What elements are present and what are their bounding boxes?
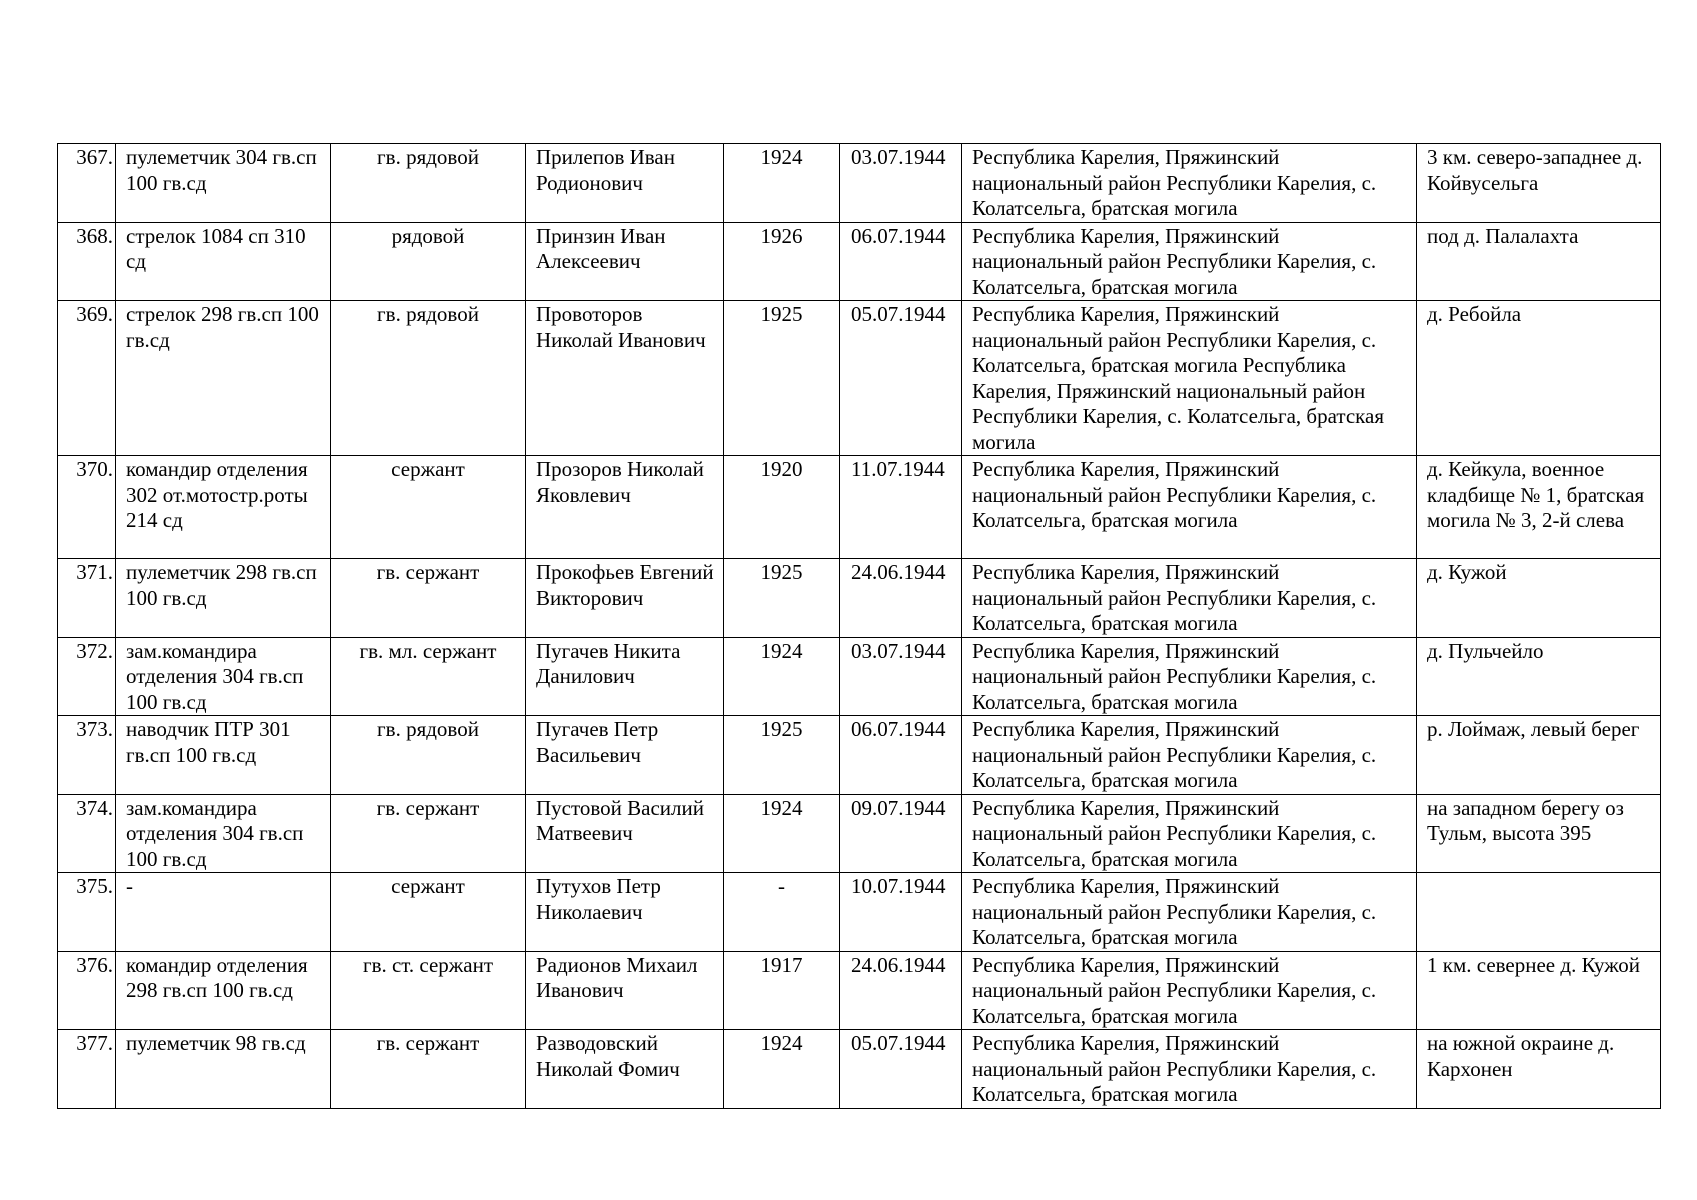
birth-year-cell: 1924	[724, 1030, 840, 1109]
position-cell: наводчик ПТР 301 гв.сп 100 гв.сд	[116, 716, 331, 795]
death-date-cell: 03.07.1944	[840, 144, 962, 223]
burial-place-cell: Республика Карелия, Пряжинский национальный район Республики Карелия, с. Колатсельга, братская могила	[962, 456, 1417, 559]
table-row	[58, 873, 1661, 952]
burial-place-cell: Республика Карелия, Пряжинский национальный район Республики Карелия, с. Колатсельга, братская могила	[962, 716, 1417, 795]
death-date-cell: 05.07.1944	[840, 301, 962, 456]
burial-place-cell: Республика Карелия, Пряжинский национальный район Республики Карелия, с. Колатсельга, братская могила Республика Карелия, Пряжинский национальный район Республики Карелия, с. Колатсельга, братская могила	[962, 301, 1417, 456]
position-cell: зам.командира отделения 304 гв.сп 100 гв.сд	[116, 637, 331, 716]
burial-place-cell: Республика Карелия, Пряжинский национальный район Республики Карелия, с. Колатсельга, братская могила	[962, 222, 1417, 301]
burial-place-cell: Республика Карелия, Пряжинский национальный район Республики Карелия, с. Колатсельга, братская могила	[962, 794, 1417, 873]
full-name-cell: Прилепов Иван Родионович	[526, 144, 724, 223]
table-row	[58, 716, 1661, 795]
burial-place-cell: Республика Карелия, Пряжинский национальный район Республики Карелия, с. Колатсельга, братская могила	[962, 559, 1417, 638]
birth-year-cell: 1925	[724, 559, 840, 638]
birth-year-cell: 1917	[724, 951, 840, 1030]
table-row	[58, 456, 1661, 559]
record-number-cell: 370.	[58, 456, 116, 559]
burial-place-cell: Республика Карелия, Пряжинский национальный район Республики Карелия, с. Колатсельга, братская могила	[962, 144, 1417, 223]
full-name-cell: Пугачев Никита Данилович	[526, 637, 724, 716]
position-cell: стрелок 1084 сп 310 сд	[116, 222, 331, 301]
record-number-cell: 368.	[58, 222, 116, 301]
place-of-death-cell: под д. Палалахта	[1417, 222, 1661, 301]
birth-year-cell: 1926	[724, 222, 840, 301]
birth-year-cell: 1925	[724, 301, 840, 456]
place-of-death-cell: д. Ребойла	[1417, 301, 1661, 456]
birth-year-cell: 1924	[724, 794, 840, 873]
record-number-cell: 375.	[58, 873, 116, 952]
rank-cell: гв. рядовой	[331, 716, 526, 795]
position-cell: зам.командира отделения 304 гв.сп 100 гв.сд	[116, 794, 331, 873]
rank-cell: рядовой	[331, 222, 526, 301]
position-cell: командир отделения 298 гв.сп 100 гв.сд	[116, 951, 331, 1030]
position-cell: -	[116, 873, 331, 952]
position-cell: пулеметчик 98 гв.сд	[116, 1030, 331, 1109]
record-number-cell: 373.	[58, 716, 116, 795]
full-name-cell: Прокофьев Евгений Викторович	[526, 559, 724, 638]
position-cell: командир отделения 302 от.мотостр.роты 214 сд	[116, 456, 331, 559]
death-date-cell: 03.07.1944	[840, 637, 962, 716]
rank-cell: гв. сержант	[331, 559, 526, 638]
burial-place-cell: Республика Карелия, Пряжинский национальный район Республики Карелия, с. Колатсельга, братская могила	[962, 1030, 1417, 1109]
burial-place-cell: Республика Карелия, Пряжинский национальный район Республики Карелия, с. Колатсельга, братская могила	[962, 873, 1417, 952]
document-page	[57, 143, 1660, 1109]
birth-year-cell: 1920	[724, 456, 840, 559]
place-of-death-cell: д. Пульчейло	[1417, 637, 1661, 716]
place-of-death-cell: д. Кужой	[1417, 559, 1661, 638]
rank-cell: гв. ст. сержант	[331, 951, 526, 1030]
rank-cell: сержант	[331, 456, 526, 559]
record-number-cell: 369.	[58, 301, 116, 456]
place-of-death-cell: 3 км. северо-западнее д. Койвусельга	[1417, 144, 1661, 223]
rank-cell: гв. сержант	[331, 794, 526, 873]
record-number-cell: 372.	[58, 637, 116, 716]
death-date-cell: 06.07.1944	[840, 716, 962, 795]
record-number-cell: 377.	[58, 1030, 116, 1109]
table-row	[58, 637, 1661, 716]
rank-cell: сержант	[331, 873, 526, 952]
table-row	[58, 301, 1661, 456]
birth-year-cell: 1925	[724, 716, 840, 795]
full-name-cell: Разводовский Николай Фомич	[526, 1030, 724, 1109]
place-of-death-cell	[1417, 873, 1661, 952]
table-row	[58, 1030, 1661, 1109]
death-date-cell: 06.07.1944	[840, 222, 962, 301]
full-name-cell: Пугачев Петр Васильевич	[526, 716, 724, 795]
table-row	[58, 144, 1661, 223]
place-of-death-cell: на западном берегу оз Тульм, высота 395	[1417, 794, 1661, 873]
full-name-cell: Радионов Михаил Иванович	[526, 951, 724, 1030]
death-date-cell: 24.06.1944	[840, 559, 962, 638]
death-date-cell: 09.07.1944	[840, 794, 962, 873]
position-cell: пулеметчик 298 гв.сп 100 гв.сд	[116, 559, 331, 638]
full-name-cell: Путухов Петр Николаевич	[526, 873, 724, 952]
record-number-cell: 374.	[58, 794, 116, 873]
table-row	[58, 559, 1661, 638]
place-of-death-cell: на южной окраине д. Кархонен	[1417, 1030, 1661, 1109]
place-of-death-cell: 1 км. севернее д. Кужой	[1417, 951, 1661, 1030]
burial-place-cell: Республика Карелия, Пряжинский национальный район Республики Карелия, с. Колатсельга, братская могила	[962, 637, 1417, 716]
birth-year-cell: 1924	[724, 144, 840, 223]
full-name-cell: Провоторов Николай Иванович	[526, 301, 724, 456]
table-row	[58, 951, 1661, 1030]
full-name-cell: Пустовой Василий Матвеевич	[526, 794, 724, 873]
records-table-body	[58, 144, 1661, 1109]
place-of-death-cell: д. Кейкула, военное кладбище № 1, братская могила № 3, 2-й слева	[1417, 456, 1661, 559]
birth-year-cell: -	[724, 873, 840, 952]
rank-cell: гв. рядовой	[331, 144, 526, 223]
death-date-cell: 10.07.1944	[840, 873, 962, 952]
full-name-cell: Принзин Иван Алексеевич	[526, 222, 724, 301]
rank-cell: гв. мл. сержант	[331, 637, 526, 716]
record-number-cell: 367.	[58, 144, 116, 223]
death-date-cell: 11.07.1944	[840, 456, 962, 559]
full-name-cell: Прозоров Николай Яковлевич	[526, 456, 724, 559]
table-row	[58, 222, 1661, 301]
death-date-cell: 24.06.1944	[840, 951, 962, 1030]
birth-year-cell: 1924	[724, 637, 840, 716]
position-cell: стрелок 298 гв.сп 100 гв.сд	[116, 301, 331, 456]
position-cell: пулеметчик 304 гв.сп 100 гв.сд	[116, 144, 331, 223]
record-number-cell: 371.	[58, 559, 116, 638]
record-number-cell: 376.	[58, 951, 116, 1030]
rank-cell: гв. сержант	[331, 1030, 526, 1109]
death-date-cell: 05.07.1944	[840, 1030, 962, 1109]
rank-cell: гв. рядовой	[331, 301, 526, 456]
place-of-death-cell: р. Лоймаж, левый берег	[1417, 716, 1661, 795]
records-table	[57, 143, 1661, 1109]
table-row	[58, 794, 1661, 873]
burial-place-cell: Республика Карелия, Пряжинский национальный район Республики Карелия, с. Колатсельга, братская могила	[962, 951, 1417, 1030]
